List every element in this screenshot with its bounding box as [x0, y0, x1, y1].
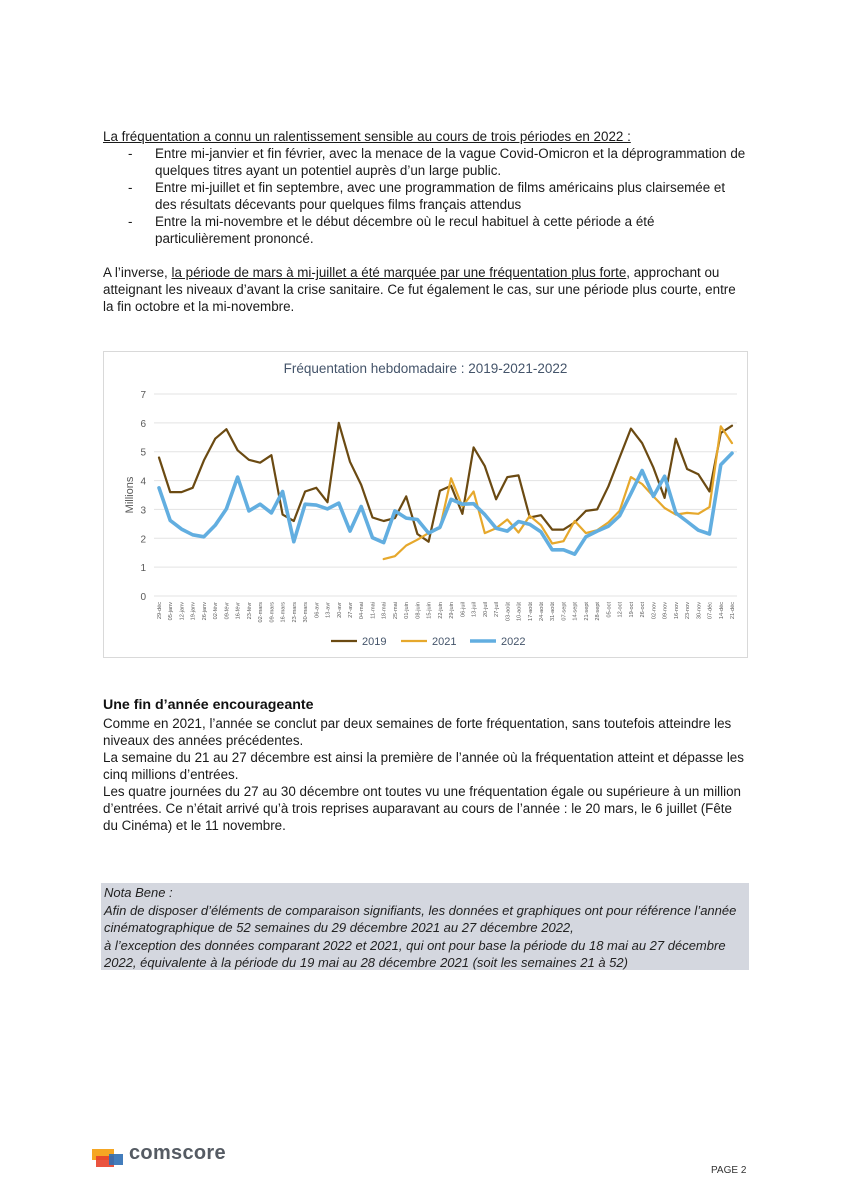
list-item [103, 145, 748, 179]
y-tick-label: 7 [140, 390, 146, 401]
page-number: PAGE 2 [711, 1165, 747, 1176]
x-tick-label: 06-avr [314, 602, 321, 618]
x-tick-label: 07-sept [561, 602, 568, 621]
x-tick-label: 02-févr [213, 602, 220, 620]
x-tick-label: 02-nov [651, 602, 658, 620]
x-tick-label: 09-mars [269, 602, 276, 623]
x-tick-label: 13-avr [325, 602, 332, 618]
legend-label-2019: 2019 [362, 636, 387, 648]
section-body [103, 715, 748, 834]
list-item [103, 213, 748, 247]
x-tick-label: 07-déc [707, 602, 714, 620]
weekly-attendance-chart [103, 351, 748, 658]
intro-bullet-list [103, 145, 748, 247]
x-tick-label: 10-août [516, 602, 523, 621]
comscore-logo [91, 1142, 231, 1171]
y-tick-label: 4 [140, 476, 146, 488]
y-tick-label: 3 [140, 505, 146, 517]
x-tick-label: 20-avr [336, 602, 343, 618]
inverse-paragraph [103, 264, 748, 315]
y-tick-label: 1 [140, 563, 146, 575]
x-tick-label: 04-mai [359, 602, 366, 620]
x-tick-label: 29-déc [157, 602, 163, 620]
x-tick-label: 26-oct [640, 602, 647, 618]
x-tick-label: 23-févr [246, 602, 253, 620]
y-tick-label: 0 [140, 592, 146, 603]
nota-title: Nota Bene : [104, 885, 173, 900]
comscore-mark-icon [91, 1145, 127, 1171]
y-axis-label: Millions [124, 476, 136, 514]
x-tick-label: 11-mai [370, 602, 377, 619]
x-tick-label: 21-déc [730, 602, 736, 620]
paragraph: La semaine du 21 au 27 décembre est ainsi la première de l’année où la fréquentation atteint et dépasse les cinq millions d’entrées. [103, 750, 744, 782]
para-post: , approchant ou atteignant les niveaux d’avant la crise sanitaire. Ce fut également le cas, sur une période plus courte, entre la fin octobre et la mi-novembre. [103, 265, 736, 314]
y-tick-label: 2 [140, 534, 146, 546]
legend-label-2021: 2021 [432, 636, 457, 648]
chart-title: Fréquentation hebdomadaire : 2019-2021-2022 [283, 361, 568, 376]
x-tick-label: 28-sept [595, 602, 602, 621]
para-underlined: la période de mars à mi-juillet a été marquée par une fréquentation plus forte [171, 265, 627, 280]
x-tick-label: 19-oct [628, 602, 635, 618]
x-tick-label: 05-janv [168, 602, 175, 621]
x-tick-label: 14-déc [718, 602, 725, 620]
chart-svg [104, 352, 747, 657]
x-tick-label: 18-mai [381, 602, 388, 620]
x-tick-label: 24-août [539, 602, 545, 621]
x-tick-label: 01-juin [404, 602, 411, 619]
x-tick-label: 30-nov [696, 602, 703, 620]
x-tick-label: 23-nov [685, 602, 692, 620]
nota-line-2: à l’exception des données comparant 2022 et 2021, qui ont pour base la période du 18 mai au 27 décembre 2022, équivalente à la période du 19 mai au 28 décembre 2021 (soit les semaines 21 à 52) [104, 937, 726, 971]
x-tick-label: 13-juil [471, 602, 478, 617]
x-tick-label: 03-août [505, 602, 512, 621]
x-tick-label: 14-sept [572, 602, 579, 621]
x-tick-label: 16-nov [673, 602, 680, 620]
nota-bene-box [101, 883, 749, 970]
para-pre: A l’inverse, [103, 265, 172, 280]
list-item [103, 179, 748, 213]
nota-line-1: Afin de disposer d’éléments de comparaison signifiants, les données et graphiques ont pour référence l’année cinématographique de 52 semaines du 29 décembre 2021 au 27 décembre 2022, [104, 902, 737, 936]
x-tick-label: 30-mars [303, 602, 310, 623]
x-tick-label: 09-févr [224, 602, 231, 620]
legend-label-2022: 2022 [501, 636, 526, 648]
intro-heading: La fréquentation a connu un ralentissement sensible au cours de trois périodes en 2022 : [103, 129, 631, 144]
x-tick-label: 27-avr [348, 602, 354, 618]
x-tick-label: 26-janv [201, 602, 208, 621]
bullet-text: Entre mi-juillet et fin septembre, avec une programmation de films américains plus clairsemée et des résultats décevants pour quelques films français attendus [155, 180, 726, 212]
x-tick-label: 19-janv [190, 602, 197, 621]
x-tick-label: 20-juil [482, 602, 489, 617]
x-tick-label: 21-sept [583, 602, 590, 621]
section-title: Une fin d’année encourageante [103, 697, 314, 713]
x-tick-label: 12-oct [617, 602, 624, 618]
intro-section [103, 128, 748, 247]
brand-name: comscore [129, 1142, 226, 1164]
x-tick-label: 25-mai [392, 602, 399, 620]
x-tick-label: 27-juil [494, 602, 501, 617]
x-tick-label: 06-juil [460, 602, 467, 617]
x-tick-label: 15-juin [426, 602, 433, 619]
x-tick-label: 16-févr [235, 602, 242, 620]
x-tick-label: 02-mars [258, 602, 265, 623]
x-tick-label: 22-juin [437, 602, 444, 619]
bullet-dash: - [128, 146, 133, 161]
x-tick-label: 08-juin [415, 602, 422, 619]
y-tick-label: 5 [140, 447, 146, 459]
paragraph: Comme en 2021, l’année se conclut par deux semaines de forte fréquentation, sans toutefois atteindre les niveaux des années précédentes. [103, 716, 732, 748]
y-tick-label: 6 [140, 418, 146, 430]
x-tick-label: 31-août [550, 602, 557, 621]
x-tick-label: 12-janv [179, 602, 186, 621]
bullet-dash: - [128, 214, 133, 229]
bullet-text: Entre mi-janvier et fin février, avec la menace de la vague Covid-Omicron et la déprogrammation de quelques titres ayant un potentiel auprès d’un large public. [155, 146, 746, 178]
x-tick-label: 05-oct [606, 602, 613, 618]
x-tick-label: 17-août [527, 602, 534, 621]
paragraph: Les quatre journées du 27 au 30 décembre ont toutes vu une fréquentation égale ou supérieure à un million d’entrées. Ce n’était arrivé qu’à trois reprises auparavant au cours de l’année : le 20 mars, le 6 juillet (Fête du Cinéma) et le 11 novembre. [103, 784, 741, 833]
x-tick-label: 16-mars [280, 602, 287, 623]
x-tick-label: 29-juin [449, 602, 456, 619]
x-tick-label: 23-mars [291, 602, 298, 623]
paragraph [103, 264, 748, 315]
bullet-dash: - [128, 180, 133, 195]
bullet-text: Entre la mi-novembre et le début décembre où le recul habituel à cette période a été particulièrement prononcé. [155, 214, 655, 246]
x-tick-label: 09-nov [662, 602, 669, 620]
